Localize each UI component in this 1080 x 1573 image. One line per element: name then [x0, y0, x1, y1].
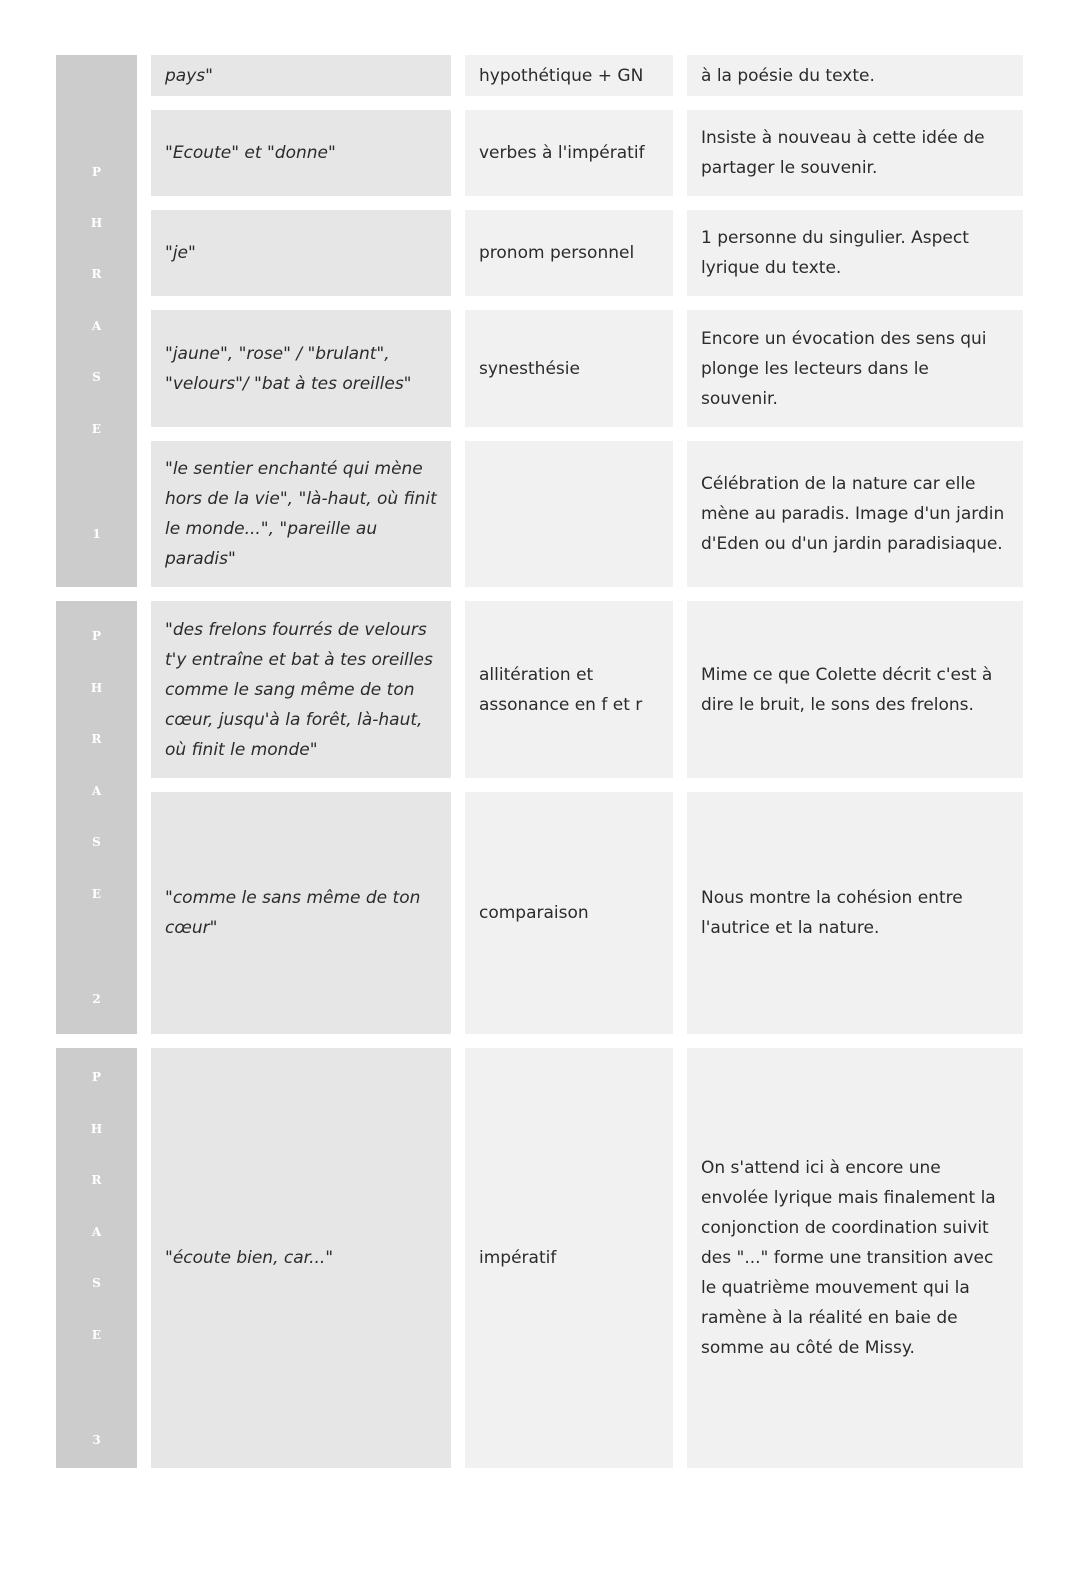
interpretation-cell [687, 310, 1023, 427]
interpretation-text: Insiste à nouveau à cette idée de partager le souvenir. [701, 128, 985, 178]
group-letter: H [90, 216, 103, 230]
group-letter: A [91, 1225, 102, 1239]
citation-cell [151, 55, 451, 96]
interpretation-cell [687, 601, 1023, 778]
procede-text: pronom personnel [479, 243, 635, 263]
group-label-phrase-1 [56, 55, 137, 587]
citation-text: "des frelons fourrés de velours t'y entraîne et bat à tes oreilles comme le sang même de ton cœur, jusqu'à la forêt, là-haut, où finit le monde" [165, 619, 433, 760]
group-letter: S [92, 835, 101, 849]
group-letter: P [91, 1070, 102, 1084]
group-label-phrase-2 [56, 601, 137, 1034]
procede-cell [465, 601, 673, 778]
interpretation-cell [687, 441, 1023, 587]
citation-cell [151, 1048, 451, 1468]
procede-text: comparaison [479, 903, 589, 923]
group-letter: A [91, 784, 102, 798]
citation-text: "jaune", "rose" / "brulant", "velours"/ "bat à tes oreilles" [165, 343, 412, 394]
group-letter: 1 [92, 527, 101, 541]
group-label-phrase-3 [56, 1048, 137, 1468]
citation-text: "le sentier enchanté qui mène hors de la vie", "là-haut, où finit le monde...", "pareille au paradis" [165, 459, 437, 569]
group-letter: 2 [92, 992, 101, 1006]
group-letter: H [90, 1122, 103, 1136]
group-letter: P [91, 165, 102, 179]
group-letter: E [91, 887, 102, 901]
procede-cell [465, 441, 673, 587]
citation-cell [151, 210, 451, 296]
group-letter: E [91, 422, 102, 436]
procede-text: impératif [479, 1248, 557, 1268]
group-letter: H [90, 681, 103, 695]
procede-cell [465, 1048, 673, 1468]
citation-cell [151, 792, 451, 1034]
interpretation-cell [687, 55, 1023, 96]
group-letter: R [91, 1173, 102, 1187]
group-letter: A [91, 319, 102, 333]
group-letter: 3 [92, 1433, 101, 1447]
interpretation-text: Nous montre la cohésion entre l'autrice et la nature. [701, 888, 963, 938]
citation-text: "comme le sans même de ton cœur" [165, 888, 421, 938]
procede-text: verbes à l'impératif [479, 143, 645, 163]
procede-cell [465, 310, 673, 427]
group-letter: E [91, 1328, 102, 1342]
interpretation-text: Encore un évocation des sens qui plonge les lecteurs dans le souvenir. [701, 328, 987, 409]
procede-cell [465, 210, 673, 296]
procede-cell [465, 110, 673, 196]
procede-cell [465, 792, 673, 1034]
interpretation-text: à la poésie du texte. [701, 65, 875, 86]
citation-cell [151, 310, 451, 427]
procede-text: synesthésie [479, 358, 580, 379]
interpretation-cell [687, 210, 1023, 296]
citation-cell [151, 441, 451, 587]
procede-text: allitération et assonance en f et r [479, 664, 643, 715]
citation-text: "écoute bien, car..." [165, 1248, 334, 1268]
group-letter: S [92, 370, 101, 384]
group-letter: R [91, 267, 102, 281]
citation-text: "je" [165, 243, 196, 263]
interpretation-text: On s'attend ici à encore une envolée lyrique mais finalement la conjonction de coordination suivit des "..." forme une transition avec le quatrième mouvement qui la ramène à la réalité en baie de somme au côté de Missy. [701, 1158, 996, 1358]
interpretation-text: 1 personne du singulier. Aspect lyrique du texte. [701, 228, 969, 278]
interpretation-text: Mime ce que Colette décrit c'est à dire le bruit, le sons des frelons. [701, 664, 993, 715]
interpretation-cell [687, 792, 1023, 1034]
citation-text: pays" [165, 65, 213, 86]
interpretation-text: Célébration de la nature car elle mène au paradis. Image d'un jardin d'Eden ou d'un jardin paradisiaque. [701, 474, 1005, 554]
group-letter: R [91, 732, 102, 746]
interpretation-cell [687, 110, 1023, 196]
group-letter: S [92, 1276, 101, 1290]
interpretation-cell [687, 1048, 1023, 1468]
group-letter: P [91, 629, 102, 643]
procede-cell [465, 55, 673, 96]
citation-cell [151, 601, 451, 778]
procede-text: hypothétique + GN [479, 65, 644, 86]
citation-cell [151, 110, 451, 196]
citation-text: "Ecoute" et "donne" [165, 143, 336, 163]
